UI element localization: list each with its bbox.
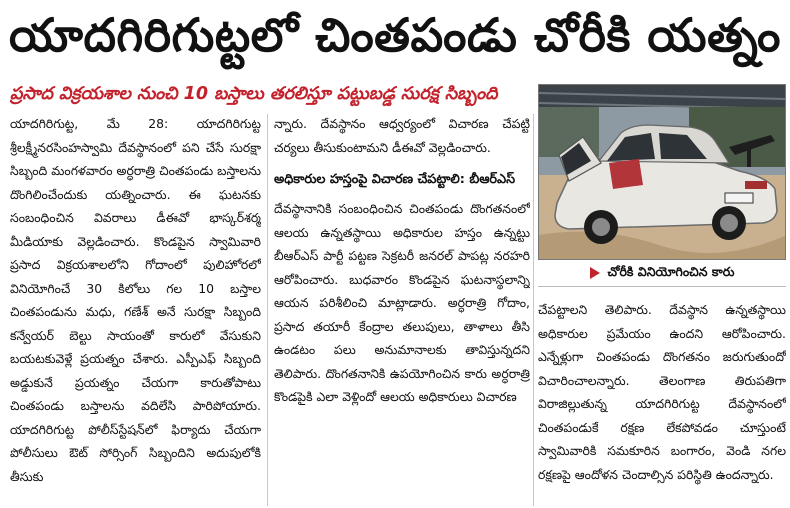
article-paragraph: దేవస్థానానికి సంబంధించిన చింతపండు దొంగతనంలో ఆలయ ఉన్నతస్థాయి అధికారుల హస్తం ఉన్నట్టు బీఆర్ఎస్ పార్టీ పట్టణ సెక్రటరీ జనరల్ పాపట్ల నరహరి ఆరోపించారు. బుధవారం కొండపైన ఘటనాస్థలాన్ని ఆయన పరిశీలించి మాట్లాడారు. అర్ధరాత్రి గోదాం, ప్రసాద తయారీ కేంద్రాల తలుపులు, తాళాలు తీసి ఉండటం పలు అనుమానాలకు తావిస్తున్నదని తెలిపారు. దొంగతనానికి ఉపయోగించిన కారు అర్ధరాత్రి కొండపైకి ఎలా వెళ్లిందో ఆలయ అధికారులు విచారణ (274, 201, 530, 404)
caption-marker-icon (590, 267, 600, 279)
section-heading: అధికారుల హస్తంపై విచారణ చేపట్టాలి: బీఆర్ఎస్ (274, 172, 516, 187)
article-paragraph: చేపట్టాలని తెలిపారు. దేవస్థాన ఉన్నతస్థాయి అధికారుల ప్రమేయం ఉందని ఆరోపించారు. ఎన్నేళ్లుగా చింతపండు దొంగతనం జరుగుతుందో విచారించాలన్నారు. తెలంగాణ తిరుపతిగా విరాజిల్లుతున్న యాదగిరిగుట్ట దేవస్థానంలో చింతపండుకే రక్షణ లేకపోవడం చూస్తుంటే స్వామివారికి సమకూరిన బంగారం, వెండి నగల రక్షణపై ఆందోళన చెందాల్సిన పరిస్థితి ఉందన్నారు. (538, 302, 786, 482)
headline: యాదగిరిగుట్టలో చింతపండు చోరీకి యత్నం (9, 8, 781, 62)
car-illustration-icon (539, 85, 786, 260)
photo-caption (538, 260, 786, 287)
article-column-2 (274, 112, 530, 508)
article-column-3 (538, 298, 786, 508)
photo-caption-text: చోరీకి వినియోగించిన కారు (607, 263, 735, 279)
column-divider-1 (267, 114, 268, 506)
article-paragraph: యాదగిరిగుట్ట, మే 28: యాదగిరిగుట్ట శ్రీలక్ష్మీనరసింహస్వామి దేవస్థానంలో పని చేసే సురక్షా సిబ్బంది మంగళవారం అర్ధరాత్రి చింతపండు బస్తాలను దొంగిలించేందుకు యత్నించారు. ఈ ఘటనకు సంబంధించిన వివరాలు డీఈవో భాస్కర్‌శర్మ మీడియాకు వెల్లడించారు. కొండపైన స్వామివారి ప్రసాద విక్రయశాలలోని గోదాంలో పులిహోరలో వినియోగించే 30 కిలోలు గల 10 బస్తాల చింతపండును మధు, గణేశ్ అనే సురక్షా సిబ్బంది కన్వేయర్ బెల్టు సాయంతో కారులో వేసుకుని బయటకువెళ్లే ప్రయత్నం చేశారు. ఎస్పీఎఫ్ సిబ్బంది అడ్డుకునే ప్రయత్నం చేయగా కారుతోపాటు చింతపండు బస్తాలను వదిలేసి పారిపోయారు. యాదగిరిగుట్ట పోలీస్‌స్టేషన్‌లో ఫిర్యాదు చేయగా పోలీసులు ఔట్ సోర్సింగ్ సిబ్బందిని అదుపులోకి తీసుకు (10, 116, 261, 484)
article-paragraph: న్నారు. దేవస్థానం ఆధ్వర్యంలో విచారణ చేపట్టి చర్యలు తీసుకుంటామని డీఈవో వెల్లడించారు. (274, 116, 530, 155)
column-divider-2 (533, 114, 534, 506)
car-photo (538, 84, 786, 260)
subheadline: ప్రసాద విక్రయశాల నుంచి 10 బస్తాలు తరలిస్తూ పట్టుబడ్డ సురక్ష సిబ్బంది (10, 84, 498, 104)
article-column-1 (10, 112, 261, 508)
